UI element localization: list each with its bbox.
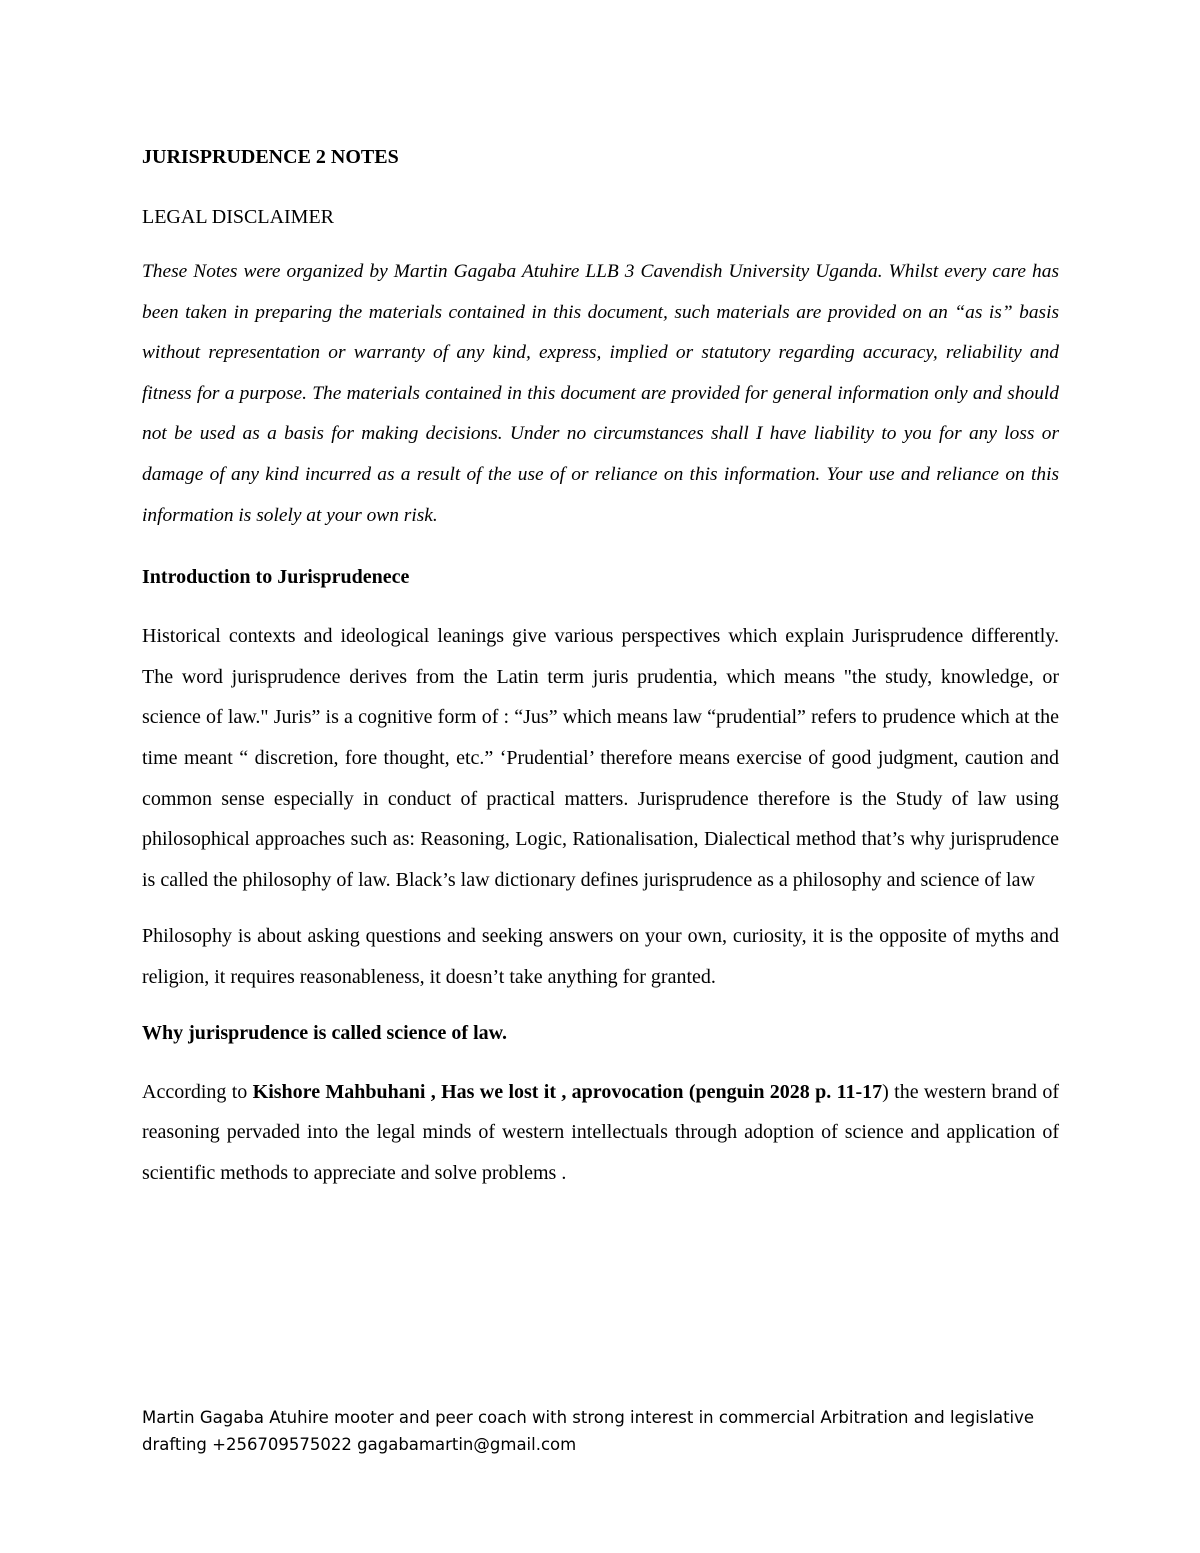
science-of-law-paragraph	[142, 1072, 1059, 1194]
section-heading-science-of-law: Why jurisprudence is called science of law.	[142, 1021, 507, 1044]
disclaimer-paragraph: These Notes were organized by Martin Gagaba Atuhire LLB 3 Cavendish University Uganda. Whilst every care has been taken in preparing the materials contained in this document, such materials are provided on an “as is” basis without representation or warranty of any kind, express, implied or statutory regarding accuracy, reliability and fitness for a purpose. The materials contained in this document are provided for general information only and should not be used as a basis for making decisions. Under no circumstances shall I have liability to you for any loss or damage of any kind incurred as a result of the use of or reliance on this information. Your use and reliance on this information is solely at your own risk.	[142, 261, 1059, 526]
document-title: JURISPRUDENCE 2 NOTES	[142, 146, 399, 168]
citation-close-paren: )	[882, 1080, 889, 1103]
philosophy-paragraph: Philosophy is about asking questions and seeking answers on your own, curiosity, it is the opposite of myths and religion, it requires reasonableness, it doesn’t take anything for granted.	[142, 925, 1059, 988]
disclaimer-heading: LEGAL DISCLAIMER	[142, 206, 335, 228]
introduction-paragraph: Historical contexts and ideological leanings give various perspectives which explain Jurisprudence differently. The word jurisprudence derives from the Latin term juris prudentia, which means "the study, knowledge, or science of law." Juris” is a cognitive form of : “Jus” which means law “prudential” refers to prudence which at the time meant “ discretion, fore thought, etc.” ‘Prudential’ therefore means exercise of good judgment, caution and common sense especially in conduct of practical matters. Jurisprudence therefore is the Study of law using philosophical approaches such as: Reasoning, Logic, Rationalisation, Dialectical method that’s why jurisprudence is called the philosophy of law. Black’s law dictionary defines jurisprudence as a philosophy and science of law	[142, 625, 1059, 891]
section-heading-introduction: Introduction to Jurisprudenece	[142, 566, 410, 589]
paragraph-lead-text: According to	[142, 1080, 253, 1103]
page-body	[142, 142, 1059, 1209]
page-footer: Martin Gagaba Atuhire mooter and peer coach with strong interest in commercial Arbitration and legislative drafting +256709575022 gagabamartin@gmail.com	[142, 1408, 1035, 1454]
paragraph-rest-text: the western brand of reasoning pervaded into the legal minds of western intellectuals through adoption of science and application of scientific methods to appreciate and solve problems .	[142, 1080, 1059, 1184]
citation-reference: Kishore Mahbuhani , Has we lost it , aprovocation (penguin 2028 p. 11-17	[252, 1080, 883, 1103]
